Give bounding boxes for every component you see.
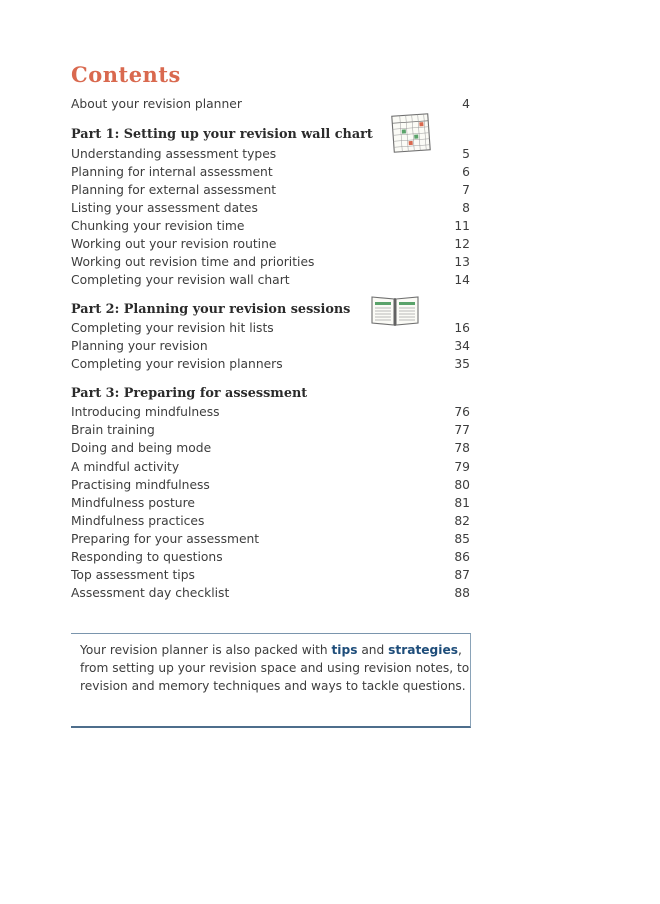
toc-entry[interactable] [71, 355, 470, 373]
entry-page: 11 [454, 219, 470, 233]
entry-label: Assessment day checklist [71, 586, 230, 600]
entry-page: 78 [454, 441, 470, 455]
entry-page: 8 [462, 201, 470, 215]
entry-page: 35 [454, 357, 470, 371]
entry-page: 12 [454, 237, 470, 251]
callout-strategies: strategies [388, 643, 458, 657]
entry-page: 16 [454, 321, 470, 335]
entry-label: Working out your revision routine [71, 237, 277, 251]
entry-page: 85 [454, 532, 470, 546]
toc-entry[interactable] [71, 163, 470, 181]
entry-page: 79 [454, 460, 470, 474]
toc-entry[interactable] [71, 458, 470, 476]
entry-page: 34 [454, 339, 470, 353]
callout-and: and [357, 643, 389, 657]
entry-label: Mindfulness posture [71, 496, 195, 510]
entry-page: 76 [454, 405, 470, 419]
entry-page: 14 [454, 273, 470, 287]
callout-text [80, 641, 470, 695]
entry-page: 7 [462, 183, 470, 197]
toc-entry[interactable] [71, 271, 470, 289]
part-3-heading: Part 3: Preparing for assessment [71, 386, 308, 401]
entry-page: 82 [454, 514, 470, 528]
toc-entry[interactable] [71, 253, 470, 271]
toc-entry[interactable] [71, 319, 470, 337]
entry-label: Planning for internal assessment [71, 165, 273, 179]
toc-entry[interactable] [71, 566, 470, 584]
entry-label: Planning your revision [71, 339, 208, 353]
part-1-heading: Part 1: Setting up your revision wall chart [71, 127, 373, 142]
entry-label: Understanding assessment types [71, 147, 277, 161]
page-title: Contents [71, 62, 181, 87]
toc-entry[interactable] [71, 439, 470, 457]
entry-label: Working out revision time and priorities [71, 255, 315, 269]
toc-entry[interactable] [71, 476, 470, 494]
callout-tips: tips [331, 643, 358, 657]
toc-entry[interactable] [71, 235, 470, 253]
entry-label: Completing your revision planners [71, 357, 283, 371]
toc-entry[interactable] [71, 494, 470, 512]
entry-label: Practising mindfulness [71, 478, 210, 492]
entry-label: Chunking your revision time [71, 219, 245, 233]
entry-page: 86 [454, 550, 470, 564]
entry-label: A mindful activity [71, 460, 180, 474]
toc-entry[interactable] [71, 217, 470, 235]
entry-page: 5 [462, 147, 470, 161]
entry-page: 77 [454, 423, 470, 437]
callout-text-after: , from setting up your revision space and using revision notes, to revision and memory techniques and ways to tackle questions. [80, 643, 470, 693]
entry-label: Listing your assessment dates [71, 201, 258, 215]
entry-label: Responding to questions [71, 550, 223, 564]
entry-page: 88 [454, 586, 470, 600]
entry-label: Mindfulness practices [71, 514, 205, 528]
entry-label: Introducing mindfulness [71, 405, 220, 419]
entry-page: 13 [454, 255, 470, 269]
entry-label: Top assessment tips [71, 568, 195, 582]
entry-label: Completing your revision wall chart [71, 273, 290, 287]
entry-label: Planning for external assessment [71, 183, 277, 197]
entry-label: About your revision planner [71, 97, 242, 111]
toc-entry[interactable] [71, 199, 470, 217]
part-2-heading: Part 2: Planning your revision sessions [71, 302, 351, 317]
toc-entry[interactable] [71, 403, 470, 421]
entry-page: 80 [454, 478, 470, 492]
tips-callout [71, 633, 471, 728]
entry-label: Completing your revision hit lists [71, 321, 274, 335]
entry-label: Brain training [71, 423, 155, 437]
toc-entry[interactable] [71, 337, 470, 355]
toc-entry[interactable] [71, 421, 470, 439]
entry-page: 87 [454, 568, 470, 582]
toc-entry[interactable] [71, 512, 470, 530]
entry-label: Preparing for your assessment [71, 532, 260, 546]
entry-page: 4 [462, 97, 470, 111]
callout-text-before: Your revision planner is also packed with [80, 643, 332, 657]
toc-entry[interactable] [71, 145, 470, 163]
entry-label: Doing and being mode [71, 441, 212, 455]
toc-entry[interactable] [71, 181, 470, 199]
toc-entry[interactable] [71, 530, 470, 548]
toc-entry[interactable] [71, 584, 470, 602]
entry-page: 6 [462, 165, 470, 179]
toc-entry[interactable] [71, 548, 470, 566]
entry-page: 81 [454, 496, 470, 510]
